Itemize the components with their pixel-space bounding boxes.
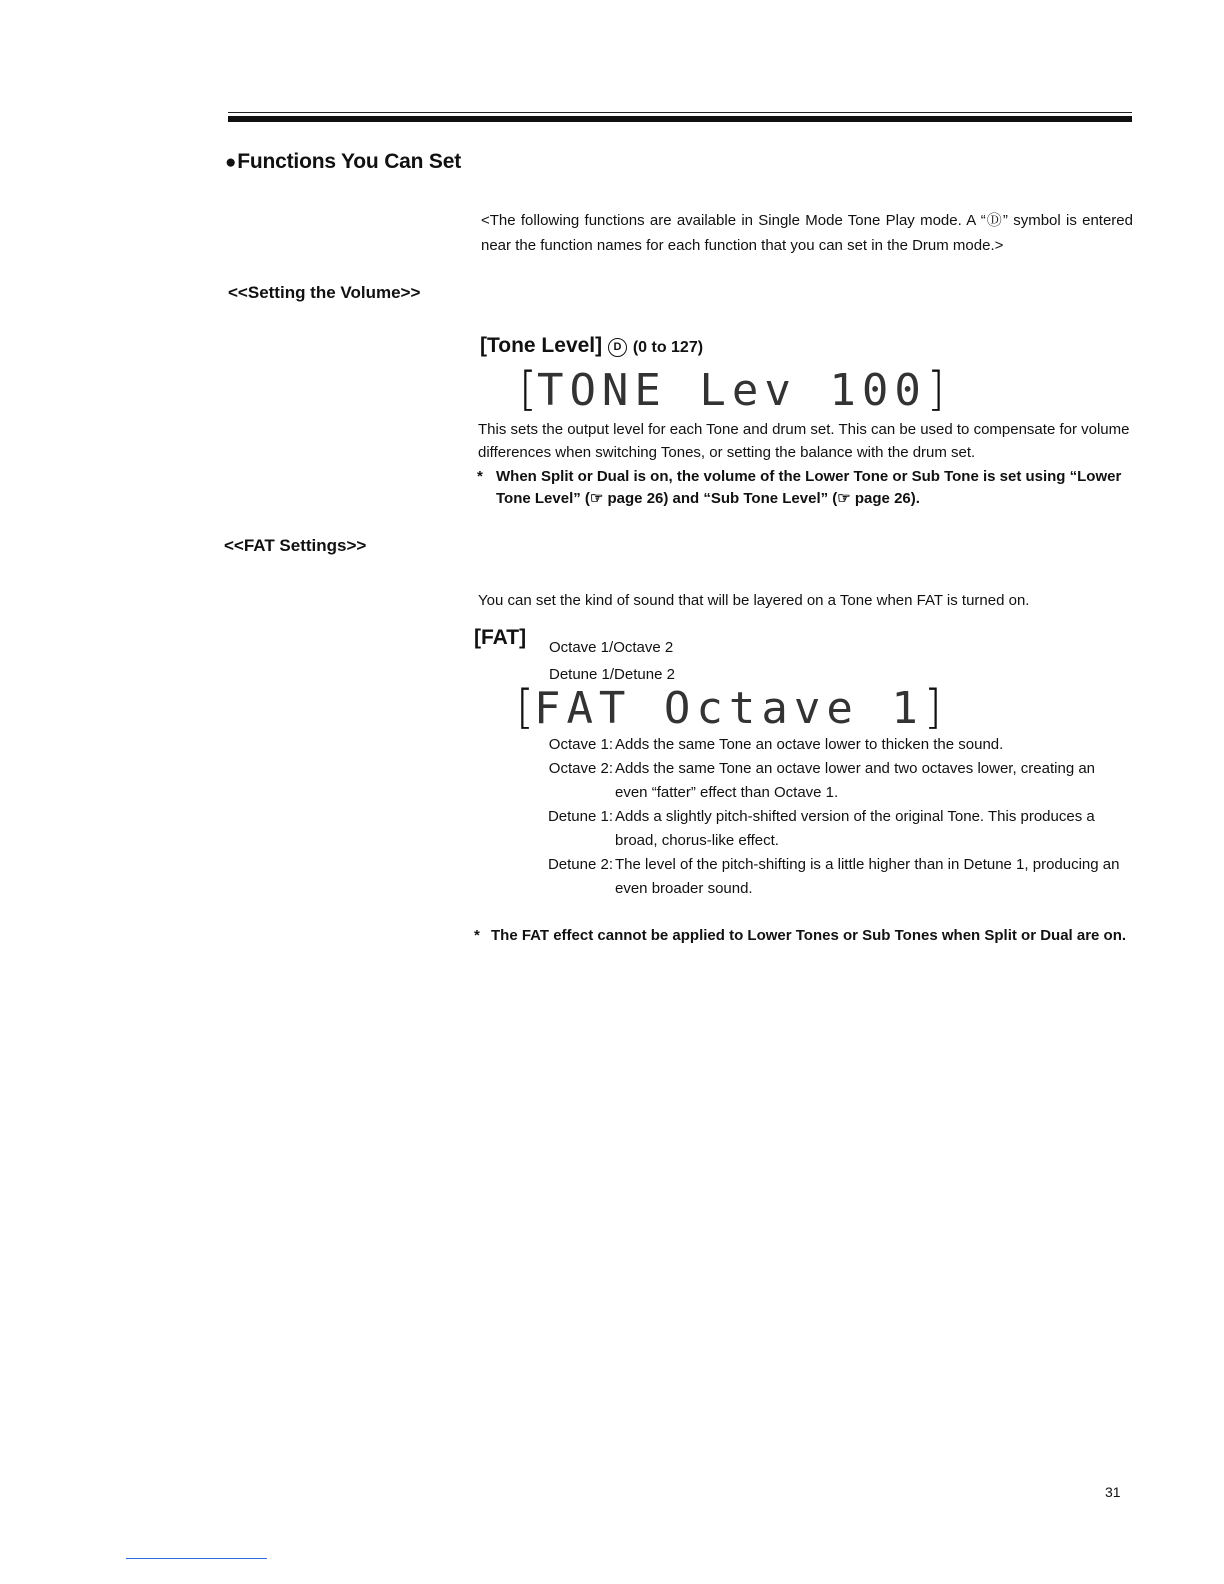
section-title-text: Functions You Can Set — [237, 150, 461, 173]
definition-term: Detune 2: — [547, 856, 613, 873]
fat-option: Detune 1/Detune 2 — [549, 666, 675, 683]
tone-level-note — [477, 466, 1133, 510]
fat-note-text: The FAT effect cannot be applied to Lower Tones or Sub Tones when Split or Dual are on. — [491, 927, 1127, 944]
fat-description: You can set the kind of sound that will be layered on a Tone when FAT is turned on. — [478, 592, 1030, 609]
header-rule-thin — [228, 112, 1132, 113]
page-number: 31 — [1105, 1484, 1121, 1500]
footer-line — [126, 1558, 267, 1559]
intro-paragraph: <The following functions are available in Single Mode Tone Play mode. A “Ⓓ” symbol is entered near the function names for each function that you can set in the Drum mode.> — [481, 212, 1133, 254]
definition-description: The level of the pitch-shifting is a little higher than in Detune 1, producing an even broader sound. — [615, 856, 1120, 897]
lcd-text: TONE Lev 100 — [536, 365, 927, 416]
definition-term: Octave 1: — [548, 736, 613, 753]
definition-description: Adds a slightly pitch-shifted version of the original Tone. This produces a broad, chorus-like effect. — [615, 808, 1095, 849]
definition-description: Adds the same Tone an octave lower and two octaves lower, creating an even “fatter” effect than Octave 1. — [615, 760, 1096, 801]
tone-level-lcd-display — [519, 362, 945, 416]
lcd-close-bracket: ] — [923, 680, 942, 734]
tone-level-name: [Tone Level] — [480, 334, 603, 357]
section-title — [225, 150, 461, 174]
tone-level-range: (0 to 127) — [632, 339, 704, 356]
lcd-close-bracket: ] — [926, 362, 945, 416]
note-asterisk: * — [474, 927, 480, 944]
drum-mode-icon: D — [608, 338, 627, 357]
lcd-open-bracket: [ — [519, 362, 537, 416]
header-rule-thick — [228, 116, 1132, 122]
fat-option: Octave 1/Octave 2 — [549, 639, 674, 656]
fat-section-heading: <<FAT Settings>> — [224, 536, 367, 555]
fat-param-name: [FAT] — [474, 626, 527, 649]
tone-level-note-text: When Split or Dual is on, the volume of the Lower Tone or Sub Tone is set using “Lower Tone Level” (☞ page 26) and “Sub Tone Level” (☞ page 26). — [496, 468, 1122, 507]
definition-term: Detune 1: — [547, 808, 613, 825]
tone-level-heading — [480, 334, 703, 358]
fat-note — [474, 925, 1130, 947]
lcd-text: FAT Octave 1 — [533, 683, 924, 734]
bullet-icon: ● — [225, 152, 237, 173]
definition-description: Adds the same Tone an octave lower to thicken the sound. — [615, 736, 1004, 753]
tone-level-description: This sets the output level for each Tone and drum set. This can be used to compensate for volume differences when switching Tones, or setting the balance with the drum set. — [478, 421, 1130, 461]
lcd-open-bracket: [ — [516, 680, 534, 734]
volume-section-heading: <<Setting the Volume>> — [228, 283, 421, 302]
definition-term: Octave 2: — [548, 760, 613, 777]
note-asterisk: * — [477, 468, 483, 485]
fat-lcd-display — [516, 680, 942, 734]
